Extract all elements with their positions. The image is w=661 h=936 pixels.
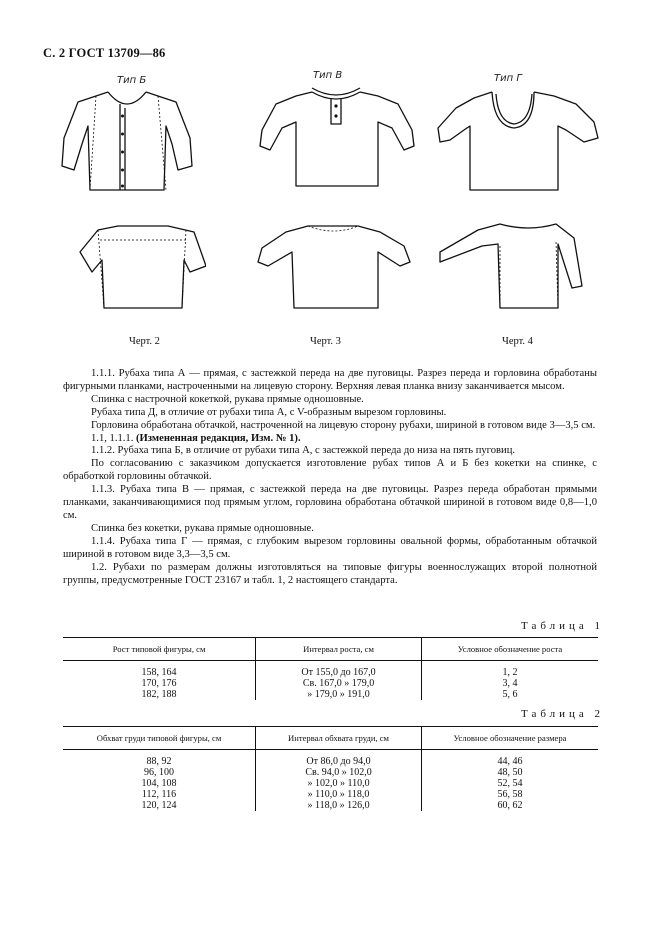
paragraph-1-1-2: 1.1.2. Рубаха типа Б, в отличие от рубахи типа А, с застежкой переда до низа на пять пуговиц. [91,445,516,457]
table-row [63,750,598,768]
paragraph-customer-agreement: По согласованию с заказчиком допускается изготовление рубах типов А и Б без кокетки на спинке, с обработкой горловины обтачкой. [63,458,597,483]
table-cell: 60, 62 [421,800,598,811]
table-1-header-interval: Интервал роста, см [256,638,422,661]
table-2-title: Таблица 2 [521,708,605,720]
table-cell: 52, 54 [421,778,598,789]
paragraph-back-sleeves: Спинка с настрочной кокеткой, рукава прямые одношовные. [91,393,364,405]
amendment-ref: 1.1, 1.1.1. [91,432,134,444]
shirt-type-g-back-drawing [434,218,606,314]
table-cell: 182, 188 [141,689,177,700]
table-cell: Св. 167,0 » 179,0 [256,678,422,689]
table-1 [63,637,598,700]
table-1-header-height: Рост типовой фигуры, см [63,638,256,661]
table-row [63,767,598,778]
table-cell: 44, 46 [421,750,598,768]
table-cell: 158, 164 [141,667,177,678]
table-cell: » 179,0 » 191,0 [256,689,422,700]
shirt-type-b-front-drawing [60,86,200,196]
table-row [63,661,598,679]
table-cell: » 110,0 » 118,0 [256,789,422,800]
table-cell: 1, 2 [421,661,598,679]
table-2 [63,726,598,811]
paragraph-1-1-1: 1.1.1. Рубаха типа А — прямая, с застежкой переда на две пуговицы. Разрез переда и горловина обработаны фигурными планками, настроченными на лицевую сторону. Верхняя левая планка внизу заканчивается мысом. [63,368,597,392]
type-label-v: Тип В [313,70,343,81]
table-cell: От 155,0 до 167,0 [256,661,422,679]
body-text [63,368,597,587]
caption-drawing-3: Черт. 3 [310,336,341,347]
table-cell: 104, 108 [141,778,177,789]
paragraph-1-1-4: 1.1.4. Рубаха типа Г — прямая, с глубоким вырезом горловины овальной формы, обработанным обтачкой шириной в готовом виде 3,3—3,5 см. [63,535,597,560]
table-2-header-code: Условное обозначение размера [421,727,598,750]
table-1-header-code: Условное обозначение роста [421,638,598,661]
paragraph-1-2: 1.2. Рубахи по размерам должны изготовляться на типовые фигуры военнослужащих второй полнотной группы, предусмотренные ГОСТ 23167 и табл. 1, 2 настоящего стандарта. [63,561,597,586]
table-2-header-chest: Обхват груди типовой фигуры, см [63,727,256,750]
table-row [63,678,598,689]
page-header: С. 2 ГОСТ 13709—86 [43,46,166,60]
shirt-type-v-front-drawing [256,82,416,192]
shirt-type-g-front-drawing [434,86,604,196]
table-cell: 88, 92 [146,756,172,767]
table-cell: 170, 176 [141,678,177,689]
table-row [63,800,598,811]
table-cell: 3, 4 [421,678,598,689]
table-cell: От 86,0 до 94,0 [256,750,422,768]
table-row [63,778,598,789]
shirt-type-v-back-drawing [254,222,414,314]
paragraph-neck-facing: Горловина обработана обтачкой, настроченной на лицевую сторону рубахи, шириной в готовом виде 3—3,5 см. [91,419,596,431]
table-cell: » 102,0 » 110,0 [256,778,422,789]
table-1-title: Таблица 1 [521,620,605,632]
table-cell: » 118,0 » 126,0 [256,800,422,811]
table-cell: Св. 94,0 » 102,0 [256,767,422,778]
table-row [63,789,598,800]
paragraph-back-no-yoke: Спинка без кокетки, рукава прямые одношовные. [91,522,314,534]
table-cell: 56, 58 [421,789,598,800]
table-cell: 96, 100 [144,767,175,778]
caption-drawing-4: Черт. 4 [502,336,533,347]
table-cell: 112, 116 [141,789,177,800]
paragraph-amendment [63,433,597,446]
table-2-header-interval: Интервал обхвата груди, см [256,727,422,750]
type-label-b: Тип Б [117,75,147,86]
amendment-note: (Измененная редакция, Изм. № 1). [136,432,301,444]
table-cell: 48, 50 [421,767,598,778]
caption-drawing-2: Черт. 2 [129,336,160,347]
shirt-type-b-back-drawing [76,222,206,314]
paragraph-type-d: Рубаха типа Д, в отличие от рубахи типа А, с V-образным вырезом горловины. [91,406,447,418]
table-cell: 120, 124 [141,800,177,811]
table-cell: 5, 6 [421,689,598,700]
paragraph-1-1-3: 1.1.3. Рубаха типа В — прямая, с застежкой переда на две пуговицы. Разрез переда обработан прямыми планками, заканчивающимися под прямым углом, горловина обработана обтачкой шириной в готовом виде 0,8—1,0 см. [63,484,597,521]
type-label-g: Тип Г [494,73,522,84]
table-row [63,689,598,700]
